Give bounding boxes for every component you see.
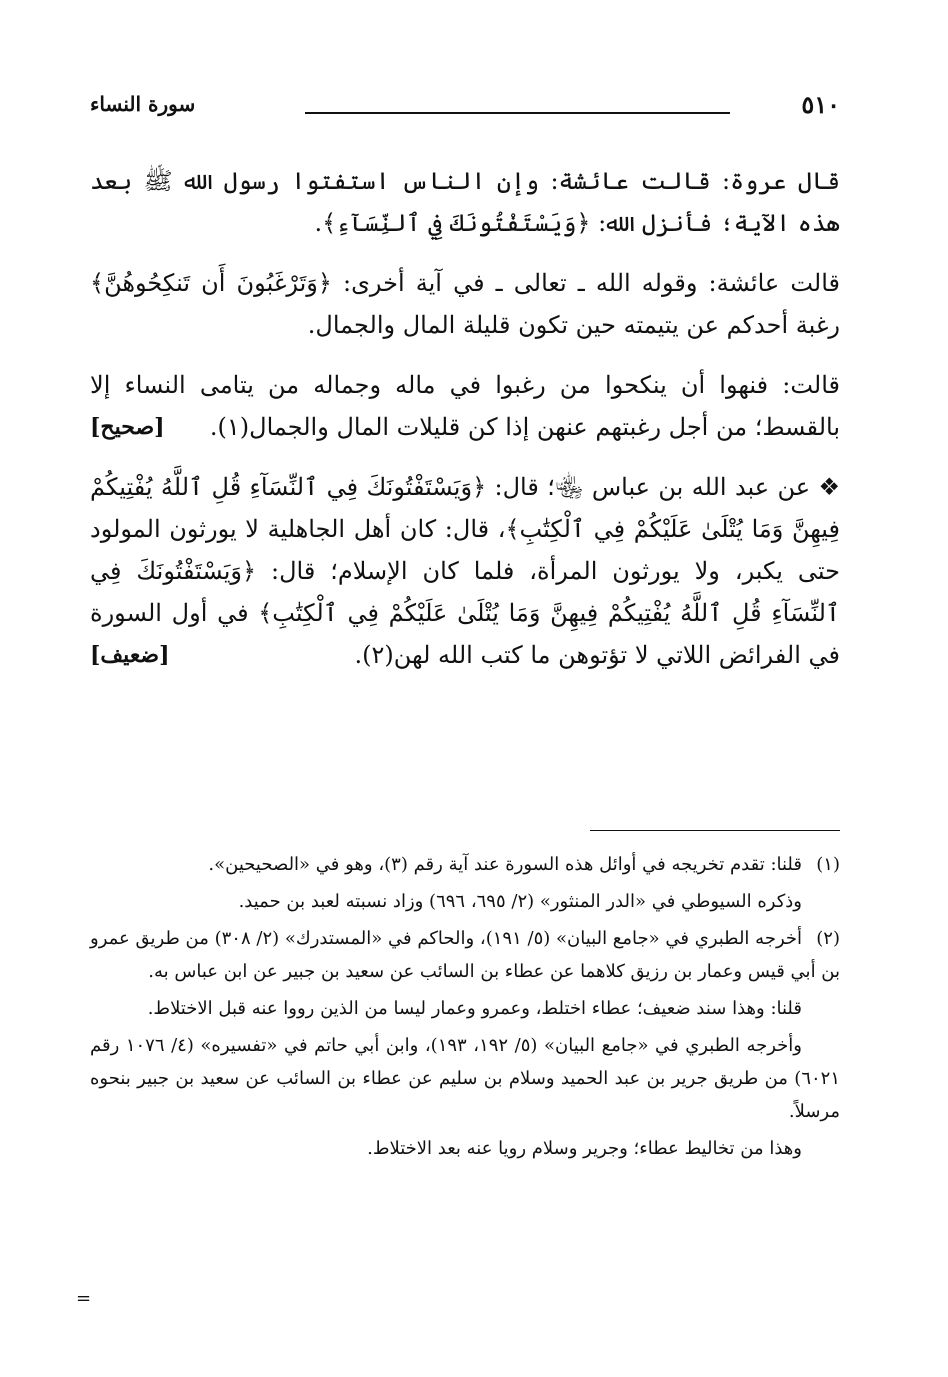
paragraph	[90, 262, 840, 346]
main-text	[90, 160, 840, 694]
paragraph	[90, 364, 840, 448]
paragraph-text: قال عروة: قالت عائشة: وإن الناس استفتوا رسول الله ﷺ بعد هذه الآية؛ فأنزل الله: ﴿وَيَسْتَفْتُونَكَ فِي ٱلنِّسَآءِ﴾.	[90, 167, 840, 237]
paragraph-text: ❖ عن عبد الله بن عباس ﵄؛ قال: ﴿وَيَسْتَفْتُونَكَ فِي ٱلنِّسَآءِ قُلِ ٱللَّهُ يُفْتِيكُمْ فِيهِنَّ وَمَا يُتْلَىٰ عَلَيْكُمْ فِي ٱلْكِتَٰبِ﴾، قال: كان أهل الجاهلية لا يورثون المولود حتى يكبر، ولا يورثون المرأة، فلما كان الإسلام؛ قال: ﴿وَيَسْتَفْتُونَكَ فِي ٱلنِّسَآءِ قُلِ ٱللَّهُ يُفْتِيكُمْ فِيهِنَّ وَمَا يُتْلَىٰ عَلَيْكُمْ فِي ٱلْكِتَٰبِ﴾ في أول السورة في الفرائض اللاتي لا تؤتوهن ما كتب الله لهن(٢).	[90, 473, 840, 669]
footnote-text: وذكره السيوطي في «الدر المنثور» (٢/ ٦٩٥، ٦٩٦) وزاد نسبته لعبد بن حميد.	[238, 891, 802, 912]
footnote	[90, 1029, 840, 1128]
footnotes	[90, 848, 840, 1169]
paragraph-text: قالت: فنهوا أن ينكحوا من رغبوا في ماله وجماله من يتامى النساء إلا بالقسط؛ من أجل رغبتهم عنهن إذا كن قليلات المال والجمال(١).	[90, 371, 840, 441]
page-header	[90, 90, 840, 130]
footnote-divider	[590, 830, 840, 831]
footnote-text: وأخرجه الطبري في «جامع البيان» (٥/ ١٩٢، ١٩٣)، وابن أبي حاتم في «تفسيره» (٤/ ١٠٧٦ رقم ٦٠٢١) من طريق جرير بن عبد الحميد وسلام بن سليم عن عطاء بن السائب عن سعيد بن جبير بنحوه مرسلاً.	[90, 1035, 840, 1122]
footnote	[90, 1132, 840, 1165]
hadith-grade: [ضعيف]	[90, 642, 170, 668]
paragraph	[90, 466, 840, 676]
surah-title: سورة النساء	[90, 92, 196, 116]
hadith-grade: [صحيح]	[90, 414, 165, 440]
footnote	[90, 922, 840, 988]
footnote-text: أخرجه الطبري في «جامع البيان» (٥/ ١٩١)، والحاكم في «المستدرك» (٢/ ٣٠٨) من طريق عمرو بن أبي قيس وعمار بن رزيق كلاهما عن عطاء بن السائب عن سعيد بن جبير عن ابن عباس به.	[90, 928, 840, 982]
paragraph	[90, 160, 840, 244]
footnote-number: (٢)	[816, 928, 840, 949]
footnote-text: قلنا: تقدم تخريجه في أوائل هذه السورة عند آية رقم (٣)، وهو في «الصحيحين».	[208, 854, 802, 875]
footnote-text: وهذا من تخاليط عطاء؛ وجرير وسلام رويا عنه بعد الاختلاط.	[367, 1138, 802, 1159]
footnote	[90, 885, 840, 918]
footnote-text: قلنا: وهذا سند ضعيف؛ عطاء اختلط، وعمرو وعمار ليسا من الذين رووا عنه قبل الاختلاط.	[147, 998, 802, 1019]
header-rule	[305, 112, 730, 114]
footnote	[90, 992, 840, 1025]
footnote	[90, 848, 840, 881]
continuation-mark: =	[76, 1288, 92, 1309]
paragraph-text: قالت عائشة: وقوله الله ـ تعالى ـ في آية أخرى: ﴿وَتَرْغَبُونَ أَن تَنكِحُوهُنَّ﴾ رغبة أحدكم عن يتيمته حين تكون قليلة المال والجمال.	[90, 269, 840, 339]
page-number: ٥١٠	[801, 90, 840, 119]
footnote-number: (١)	[816, 854, 840, 875]
